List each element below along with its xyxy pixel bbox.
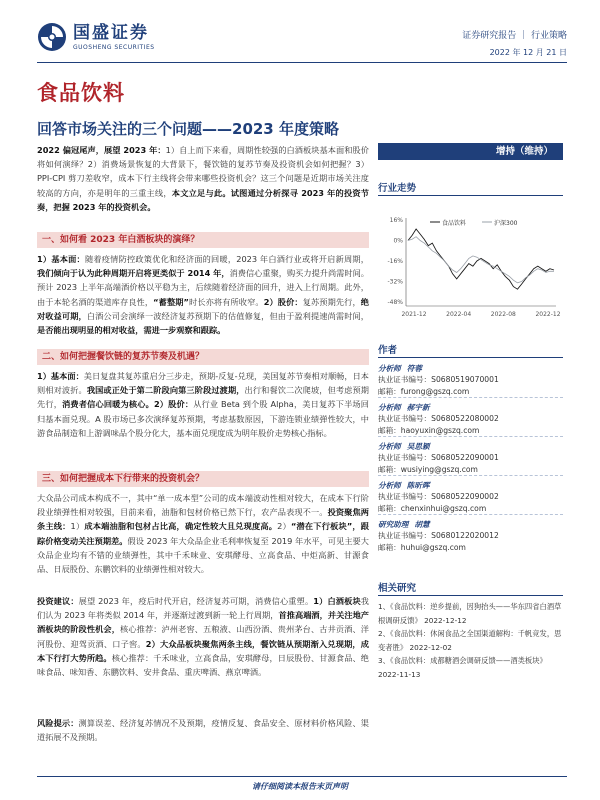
author-email[interactable]: huhui@gszq.com	[400, 543, 466, 552]
risk-paragraph	[37, 716, 369, 744]
s1-lead: 1）基本面：	[37, 254, 85, 264]
cert-label: 执业证书编号：	[378, 531, 432, 540]
author-entry	[378, 401, 563, 437]
author-email[interactable]: wusiying@gszq.com	[400, 465, 478, 474]
inv-item1-bold: 首推高端酒，并关注地产酒板块的阶段性机会，	[37, 610, 369, 635]
author-name: 吴思颖	[406, 441, 430, 451]
report-title: 回答市场关注的三个问题——2023 年度策略	[37, 120, 339, 138]
legend-food-label: 食品饮料	[442, 220, 467, 227]
x-tick-label: 2022-12	[535, 311, 561, 318]
s3-text3: 2）	[277, 521, 291, 532]
related-item[interactable]	[378, 627, 563, 654]
author-role: 分析师	[378, 402, 401, 412]
trend-divider	[378, 195, 563, 196]
author-entry	[378, 518, 563, 554]
cert-label: 执业证书编号：	[378, 375, 432, 384]
s3-bold: 投资聚焦两条主线：	[37, 507, 369, 532]
author-cert: S0680522080002	[431, 414, 499, 423]
summary-lead: 2022 偏冠尾声，展望 2023 年：	[37, 145, 166, 155]
industry-title: 食品饮料	[37, 81, 125, 105]
author-name: 符蓉	[406, 363, 422, 373]
inv-item1-text2: 核心推荐：泸州老窖、五粮液、山西汾酒、贵州茅台、古井贡酒、洋河股份、迎驾贡酒、口子窖。	[37, 624, 369, 649]
related-label: 相关研究	[378, 583, 417, 594]
footer-disclaimer: 请仔细阅读本报告末页声明	[252, 782, 348, 791]
legend-hs300-label: 沪深300	[494, 220, 518, 227]
series-line-food	[408, 229, 554, 289]
report-date: 2022 年 12 月 21 日	[489, 48, 567, 57]
authors-list	[378, 362, 563, 554]
s1-bold: 我们倾向于认为此种周期开启将更类似于 2014 年，	[37, 268, 230, 279]
author-name: 陈昕晖	[406, 480, 430, 490]
risk-lead: 风险提示：	[37, 718, 79, 728]
related-title[interactable]: 3、《食品饮料：成都糖酒会调研反馈——酒类板块》	[378, 656, 547, 665]
investment-paragraph	[37, 594, 369, 679]
s2-lead2: 2）股价：	[153, 399, 194, 410]
author-entry	[378, 362, 563, 398]
related-title[interactable]: 1、《食品饮料：逆乡提前，因狗抬头——华东四省白酒草根调研反馈》	[378, 602, 562, 625]
y-tick-label: 0%	[393, 237, 403, 245]
rating-badge: 增持（维持）	[378, 143, 563, 160]
logo-name-en: GUOSHENG SECURITIES	[73, 43, 155, 51]
author-role: 分析师	[378, 363, 401, 373]
related-item[interactable]	[378, 600, 563, 627]
authors-label: 作者	[378, 345, 398, 356]
s3-text: 大众品公司成本构成不一，其中“单一成本型”公司的成本端波动性相对较大，在成本下行阶段业绩弹性相对较强，目前来看，油脂和包材价格已然下行，农产品表现不一。	[37, 493, 369, 518]
cert-label: 执业证书编号：	[378, 492, 432, 501]
summary-body: 1）自上而下来看，周期性较强的白酒板块基本面和股价将如何演绎？2）消费场景恢复的大背景下，餐饮链的复苏节奏及投资机会如何把握？3）PPI-CPI 剪刀差收窄，成本下行主线将会带来哪些投资机会？这三个问题是近期市场关注度较高的方向，亦是明年的三重主线，	[37, 145, 369, 198]
header-divider	[37, 62, 567, 63]
author-role: 研究助理	[378, 519, 409, 529]
inv-item1-text: 我们认为 2023 年将类似 2014 年，并逐渐过渡到新一轮上行周期，	[37, 596, 369, 621]
s1-text5: 白酒公司会演绎一波经济复苏预期下的估值修复，但由于盈利提速尚需时间，	[86, 310, 369, 321]
related-item[interactable]	[378, 654, 563, 681]
author-email[interactable]: haoyuxin@gszq.com	[400, 426, 480, 435]
author-cert: S0680519070001	[431, 375, 499, 384]
cert-label: 执业证书编号：	[378, 453, 432, 462]
author-cert: S0680522090001	[431, 453, 499, 462]
author-email[interactable]: chenxinhui@gszq.com	[400, 504, 487, 513]
related-date: 2022-12-02	[409, 642, 452, 652]
author-cert: S0680122020012	[431, 531, 499, 540]
author-entry	[378, 479, 563, 515]
inv-item2-bold: 餐饮链从预期渐入兑现期，成本下行打大势所趋。	[37, 638, 369, 663]
section-2-paragraph	[37, 369, 369, 440]
email-label: 邮箱：	[378, 504, 401, 513]
author-name: 胡慧	[414, 519, 430, 529]
related-date: 2022-12-12	[424, 615, 467, 625]
inv-item2-lead: 2）大众品板块聚焦两条主线，	[145, 638, 261, 649]
authors-divider	[378, 357, 563, 358]
author-entry	[378, 440, 563, 476]
series-line-hs300	[408, 237, 554, 283]
trend-label: 行业走势	[378, 183, 417, 194]
s1-quote: “蓄整期”	[153, 296, 189, 307]
inv-lead: 投资建议：	[37, 596, 79, 606]
y-tick-label: -32%	[387, 278, 403, 286]
email-label: 邮箱：	[378, 543, 401, 552]
cert-label: 执业证书编号：	[378, 414, 432, 423]
s1-bold2: 绝对收益可期，	[37, 296, 369, 321]
inv-item2-text: 核心推荐：千禾味业，立高食品，安琪酵母，日辰股份、甘源食品、绝味食品、味知香、东鹏饮料、安井食品、重庆啤酒、燕京啤酒。	[37, 652, 369, 678]
s1-text3: 时长亦将有所收窄。	[188, 296, 264, 307]
section-3-paragraph	[37, 491, 369, 576]
author-email[interactable]: furong@gszq.com	[400, 387, 470, 396]
s1-text4: 复苏预期先行，	[302, 296, 361, 307]
s3-bold2: 成本端油脂和包材占比高，确定性较大且兑现度高。	[84, 521, 278, 532]
author-name: 郝宇新	[406, 402, 430, 412]
related-title[interactable]: 2、《食品饮料：休闲食品之全国渠道解构：千帆竞发，思变者胜》	[378, 629, 562, 652]
summary-paragraph	[37, 143, 369, 214]
s1-bold3: 是否能出现明显的相对收益，需进一步观察和跟踪。	[37, 325, 226, 336]
section-1-paragraph	[37, 252, 369, 337]
s1-text: 随着疫情防控政策优化和经济面的回暖，2023 年白酒行业或将开启新周期，	[84, 254, 369, 264]
author-cert: S0680522090002	[431, 492, 499, 501]
s3-bold3: “潜在下行板块”，跟踪价格变动关注预期差。	[37, 521, 369, 546]
s2-bold: 我国或正处于第二阶段向第三阶段过渡期，	[86, 385, 245, 396]
related-date: 2022-11-13	[378, 669, 421, 679]
s1-text2: 消费信心重聚，购买力提升尚需时间。预计 2023 上半年高端酒价格以平稳为主，后续随着经济面的回升，进入上行周期。此外，由于本轮名酒的渠道库存良性，	[37, 268, 369, 307]
x-tick-label: 2022-08	[490, 311, 516, 318]
risk-text: 测算误差、经济复苏情况不及预期，疫情反复、食品安全、原材料价格风险、渠道拓展不及预期。	[37, 718, 369, 743]
x-tick-label: 2022-04	[446, 311, 472, 318]
summary-bold: 本文立足与此。试图通过分析探寻 2023 年的投资节奏，把握 2023 年的投资机会。	[37, 187, 369, 212]
s3-text2: 1）	[70, 521, 85, 532]
s3-text4: 假设 2023 年大众品企业毛利率恢复至 2019 年水平，可见主要大众品企业均有不错的业绩弹性，其中千禾味业、安琪酵母、立高食品、中炬高新、甘源食品、日辰股份、东鹏饮料的业绩弹性相对较大。	[37, 535, 369, 575]
y-tick-label: -16%	[387, 258, 403, 265]
related-list	[378, 600, 563, 681]
email-label: 邮箱：	[378, 465, 401, 474]
logo-name: 国盛证券	[73, 22, 149, 43]
x-tick-label: 2021-12	[401, 311, 427, 318]
s2-bold2: 消费者信心回暖为核心。	[62, 399, 154, 410]
industry-trend-chart	[378, 212, 563, 324]
y-tick-label: 16%	[389, 217, 403, 224]
section-heading-3: 三、如何把握成本下行带来的投资机会？	[37, 471, 369, 487]
section-heading-1: 一、如何看 2023 年白酒板块的演绎？	[37, 232, 369, 248]
author-role: 分析师	[378, 441, 401, 451]
email-label: 邮箱：	[378, 387, 401, 396]
s1-lead2: 2）股价：	[263, 296, 303, 307]
footer-divider	[37, 776, 567, 777]
s2-lead: 1）基本面：	[37, 371, 84, 381]
section-heading-2: 二、如何把握餐饮链的复苏节奏及机遇？	[37, 349, 369, 365]
s2-text3: 从行业 Beta 到个股 Alpha，美日复苏下半场回归基本面兑现。A 股市场已多次演绎复苏预期，考虑基数原因，下游连锁业绩弹性较大，中游食品制造和上游调味品个股分化大，基本面兑现度成为明年股价走势核心指标。	[37, 399, 369, 438]
s2-text: 美日复盘其复苏重启分三步走，预期-反复-兑现，美国复苏节奏相对顺畅，日本则相对波折。	[37, 371, 369, 396]
s2-text2: 出行和餐饮二次爬坡，但考虑预期先行，	[37, 385, 369, 410]
inv-item1-lead: 1）白酒板块	[313, 596, 361, 606]
y-tick-label: -48%	[387, 299, 403, 306]
related-divider	[378, 595, 563, 596]
logo-mark-icon	[37, 22, 67, 52]
author-role: 分析师	[378, 480, 401, 490]
email-label: 邮箱：	[378, 426, 401, 435]
inv-text: 展望 2023 年，疫后时代开启，经济复苏可期，消费信心重塑。	[78, 596, 314, 606]
company-logo	[37, 22, 155, 52]
report-type: 证券研究报告 ｜ 行业策略	[462, 31, 567, 41]
